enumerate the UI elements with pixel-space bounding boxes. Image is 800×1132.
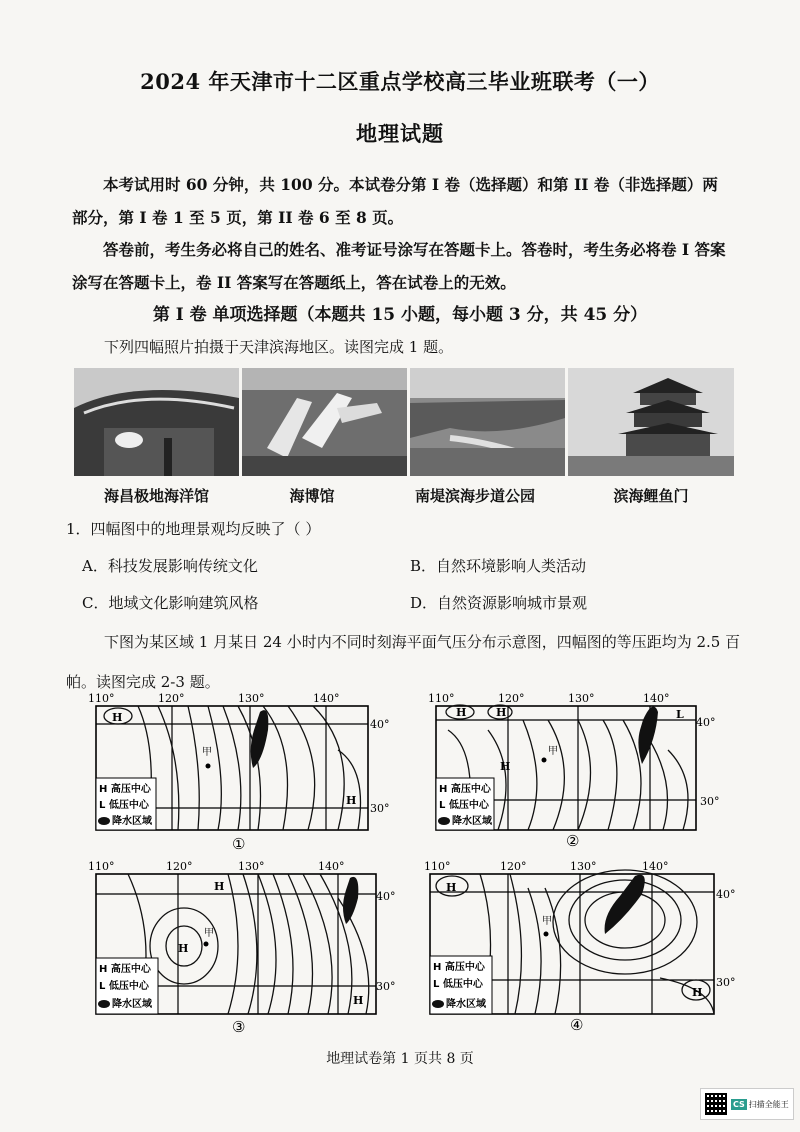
map1-lon-110: 110° — [88, 692, 115, 705]
map1-lat-40: 40° — [370, 718, 390, 731]
isobar-map-4 — [420, 858, 740, 1036]
map2-lat-40: 40° — [696, 716, 716, 729]
isobar-map-1 — [88, 690, 390, 853]
map1-legend-high: H 高压中心 — [99, 784, 151, 795]
map2-lon-120: 120° — [498, 692, 525, 705]
photo-seaside-park — [410, 368, 565, 476]
map4-legend-high: H 高压中心 — [433, 962, 485, 973]
photo-caption-1: 海昌极地海洋馆 — [103, 487, 209, 505]
isobar-map-2 — [428, 690, 728, 850]
map1-legend-rain: 降水区域 — [112, 816, 152, 827]
page-footer: 地理试卷第 1 页共 8 页 — [326, 1051, 474, 1067]
map2-lon-140: 140° — [643, 692, 670, 705]
question-2-3-intro: 下图为某区域 1 月某日 24 小时内不同时刻海平面气压分布示意图，四幅图的等压距均为 2.5 百帕。读图完成 2-3 题。 — [66, 633, 741, 691]
map3-high-se: H — [353, 994, 364, 1007]
scanner-watermark — [700, 1088, 794, 1120]
map4-lon-120: 120° — [500, 860, 527, 873]
photo-caption-3: 南堤滨海步道公园 — [414, 487, 535, 505]
map1-high-se: H — [346, 794, 357, 807]
map1-lon-130: 130° — [238, 692, 265, 705]
map4-jia: 甲 — [542, 916, 552, 927]
photo-caption-4: 滨海鲤鱼门 — [613, 487, 689, 505]
map4-label: ④ — [570, 1016, 584, 1034]
map3-high-center: H — [178, 942, 189, 955]
map4-high-nw: H — [446, 881, 457, 894]
map3-lat-40: 40° — [376, 890, 396, 903]
map2-high-center: H — [500, 760, 511, 773]
qr-code-icon — [705, 1093, 727, 1115]
map2-legend-rain: 降水区域 — [452, 816, 492, 827]
page-subtitle: 地理试题 — [356, 121, 444, 146]
instruction-paragraph-1: 本考试用时 60 分钟，共 100 分。本试卷分第 I 卷（选择题）和第 II 卷（非选择题）两部分，第 I 卷 1 至 5 页，第 II 卷 6 至 8 页。 — [72, 175, 718, 227]
map3-lat-30: 30° — [376, 980, 396, 993]
question-1-intro: 下列四幅照片拍摄于天津滨海地区。读图完成 1 题。 — [104, 338, 454, 356]
map4-legend-rain: 降水区域 — [446, 999, 486, 1010]
photo-caption-2: 海博馆 — [289, 487, 335, 505]
map2-lon-130: 130° — [568, 692, 595, 705]
question-1-stem: 1．四幅图中的地理景观均反映了（ ） — [66, 520, 321, 538]
photo-ocean-museum — [74, 368, 239, 476]
map4-lon-110: 110° — [424, 860, 451, 873]
scanner-app-name: 扫描全能王 — [748, 1099, 789, 1109]
map4-lat-30: 30° — [716, 976, 736, 989]
map3-lon-140: 140° — [318, 860, 345, 873]
map1-label: ① — [232, 835, 246, 853]
map3-lon-120: 120° — [166, 860, 193, 873]
map1-lon-140: 140° — [313, 692, 340, 705]
map2-high-nw: H — [456, 706, 467, 719]
map1-lon-120: 120° — [158, 692, 185, 705]
question-1-option-a[interactable]: A．科技发展影响传统文化 — [82, 557, 258, 575]
photo-carp-gate — [568, 368, 734, 476]
photo-maritime-museum — [242, 368, 407, 476]
map3-label: ③ — [232, 1018, 246, 1036]
isobar-map-3 — [88, 858, 398, 1036]
map2-high-n: H — [496, 706, 507, 719]
map3-legend-high: H 高压中心 — [99, 964, 151, 975]
map3-lon-110: 110° — [88, 860, 115, 873]
map3-high-n: H — [214, 880, 225, 893]
question-1-option-d[interactable]: D．自然资源影响城市景观 — [410, 594, 588, 612]
map2-legend-high: H 高压中心 — [439, 784, 491, 795]
map2-label: ② — [566, 832, 580, 850]
map3-legend-rain: 降水区域 — [112, 999, 152, 1010]
map4-legend-low: L 低压中心 — [433, 979, 483, 990]
question-1-option-b[interactable]: B．自然环境影响人类活动 — [410, 557, 587, 575]
scanner-badge: CS — [733, 1099, 745, 1109]
map1-high-nw: H — [112, 711, 123, 724]
map1-jia: 甲 — [202, 747, 212, 758]
map2-legend-low: L 低压中心 — [439, 800, 489, 811]
map3-lon-130: 130° — [238, 860, 265, 873]
instruction-paragraph-2: 答卷前，考生务必将自己的姓名、准考证号涂写在答题卡上。答卷时，考生务必将卷 I 答案涂写在答题卡上，卷 II 答案写在答题纸上，答在试卷上的无效。 — [72, 240, 726, 292]
map2-low-ne: L — [676, 708, 684, 721]
photo-strip — [74, 368, 734, 476]
map4-lon-140: 140° — [642, 860, 669, 873]
page-title: 2024 年天津市十二区重点学校高三毕业班联考（一） — [140, 69, 660, 94]
map2-lat-30: 30° — [700, 795, 720, 808]
map4-lat-40: 40° — [716, 888, 736, 901]
map3-jia: 甲 — [204, 928, 214, 939]
map4-lon-130: 130° — [570, 860, 597, 873]
map2-lon-110: 110° — [428, 692, 455, 705]
map1-legend-low: L 低压中心 — [99, 800, 149, 811]
map3-legend-low: L 低压中心 — [99, 981, 149, 992]
map1-lat-30: 30° — [370, 802, 390, 815]
map4-high-se: H — [692, 986, 703, 999]
section-heading: 第 I 卷 单项选择题（本题共 15 小题，每小题 3 分，共 45 分） — [152, 305, 648, 325]
map2-jia: 甲 — [548, 746, 558, 757]
question-1-option-c[interactable]: C．地域文化影响建筑风格 — [82, 594, 259, 612]
